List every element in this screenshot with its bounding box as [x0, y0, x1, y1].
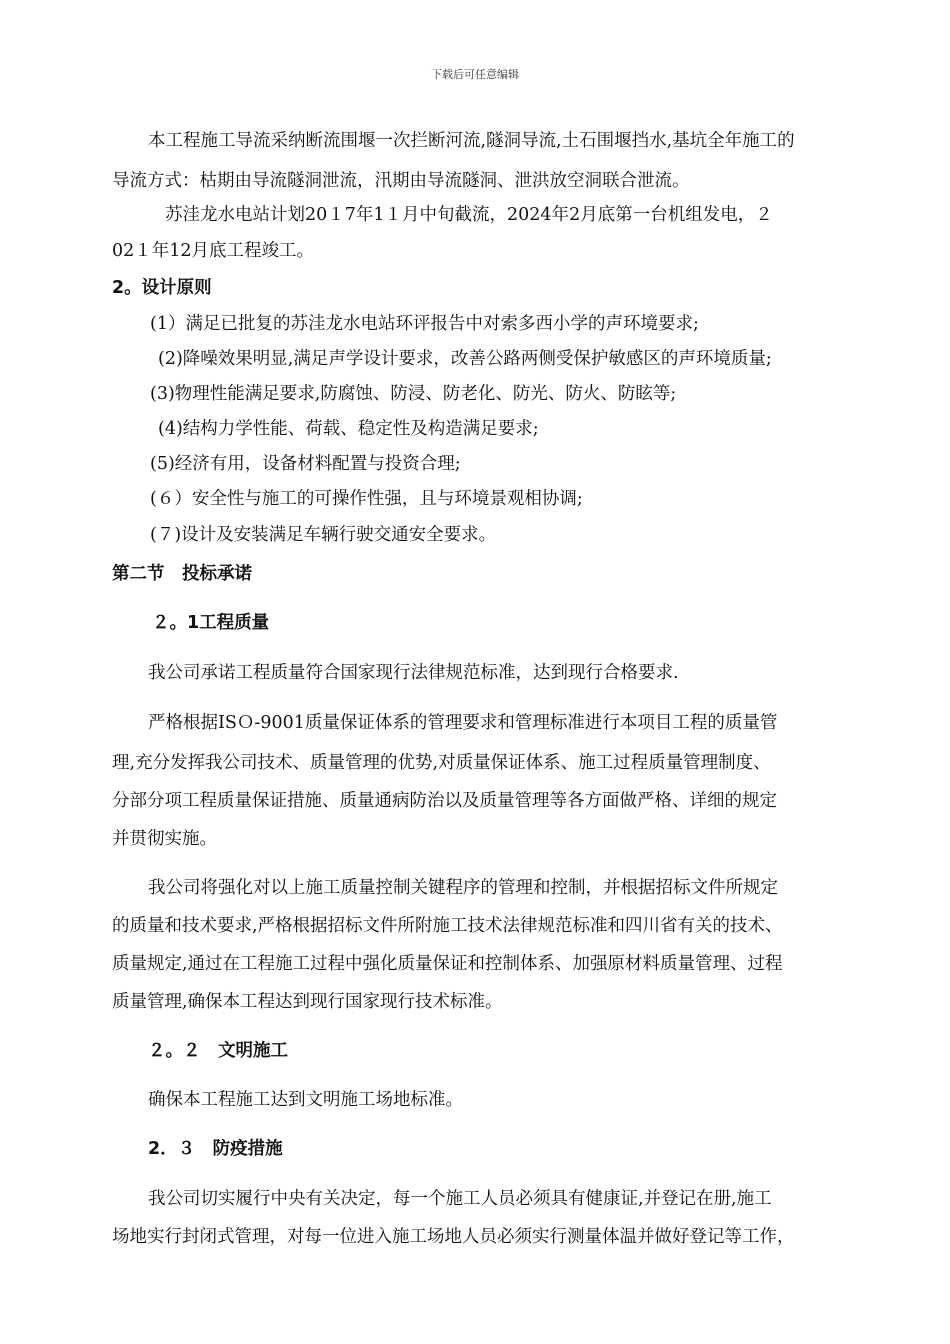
principle-item: (７)设计及安装满足车辆行驶交通安全要求。 — [150, 525, 497, 545]
intro-p1-line1: 本工程施工导流采纳断流围堰一次拦断河流,隧洞导流,土石围堰挡水,基坑全年施工的 — [148, 131, 795, 151]
intro-p2-line1: 苏洼龙水电站计划20１7年1１月中旬截流，2024年2月底第一台机组发电，２ — [165, 205, 773, 225]
quality-heading: ２。1工程质量 — [152, 613, 270, 633]
quality-p2-line: 理,充分发挥我公司技术、质量管理的优势,对质量保证体系、施工过程质量管理制度、 — [112, 753, 771, 773]
principle-item: (６）安全性与施工的可操作性强，且与环境景观相协调; — [150, 489, 583, 509]
intro-p1-line2: 导流方式：枯期由导流隧洞泄流，汛期由导流隧洞、泄洪放空洞联合泄流。 — [112, 171, 690, 191]
principle-item: (4)结构力学性能、荷载、稳定性及构造满足要求; — [158, 419, 539, 439]
quality-p2-line: 严格根据ISＯ-9001质量保证体系的管理要求和管理标准进行本项目工程的质量管 — [148, 713, 778, 733]
quality-p2-line: 分部分项工程质量保证措施、质量通病防治以及质量管理等各方面做严格、详细的规定 — [112, 791, 777, 811]
principle-item: (1）满足已批复的苏洼龙水电站环评报告中对索多西小学的声环境要求; — [150, 314, 699, 334]
quality-p3-line: 我公司将强化对以上施工质量控制关键程序的管理和控制，并根据招标文件所规定 — [148, 878, 778, 898]
quality-p1: 我公司承诺工程质量符合国家现行法律规范标准，达到现行合格要求. — [148, 663, 679, 683]
principle-item: (2)降噪效果明显,满足声学设计要求，改善公路两侧受保护敏感区的声环境质量; — [158, 349, 772, 369]
principle-item: (5)经济有用，设备材料配置与投资合理; — [150, 454, 461, 474]
design-principles-heading: 2。设计原则 — [112, 278, 212, 298]
intro-p2-line2: 02１年12月底工程竣工。 — [112, 241, 315, 261]
epidemic-prevention-line: 场地实行封闭式管理，对每一位进入施工场地人员必须实行测量体温并做好登记等工作， — [112, 1227, 795, 1247]
civilized-construction-heading: ２。２ 文明施工 — [148, 1041, 288, 1061]
quality-p3-line: 的质量和技术要求,严格根据招标文件所附施工技术法律规范标准和四川省有关的技术、 — [112, 916, 783, 936]
quality-p2-line: 并贯彻实施。 — [112, 829, 217, 849]
epidemic-prevention-heading: 2．３ 防疫措施 — [148, 1139, 283, 1159]
civilized-construction-p1: 确保本工程施工达到文明施工场地标准。 — [148, 1090, 463, 1110]
page-header: 下载后可任意编辑 — [431, 68, 519, 81]
principle-item: (3)物理性能满足要求,防腐蚀、防浸、防老化、防光、防火、防眩等; — [150, 384, 677, 404]
quality-p3-line: 质量规定,通过在工程施工过程中强化质量保证和控制体系、加强原材料质量管理、过程 — [112, 954, 783, 974]
quality-p3-line: 质量管理,确保本工程达到现行国家现行技术标准。 — [112, 992, 503, 1012]
epidemic-prevention-line: 我公司切实履行中央有关决定，每一个施工人员必须具有健康证,并登记在册,施工 — [148, 1189, 772, 1209]
bid-commitment-heading: 第二节 投标承诺 — [112, 564, 252, 584]
